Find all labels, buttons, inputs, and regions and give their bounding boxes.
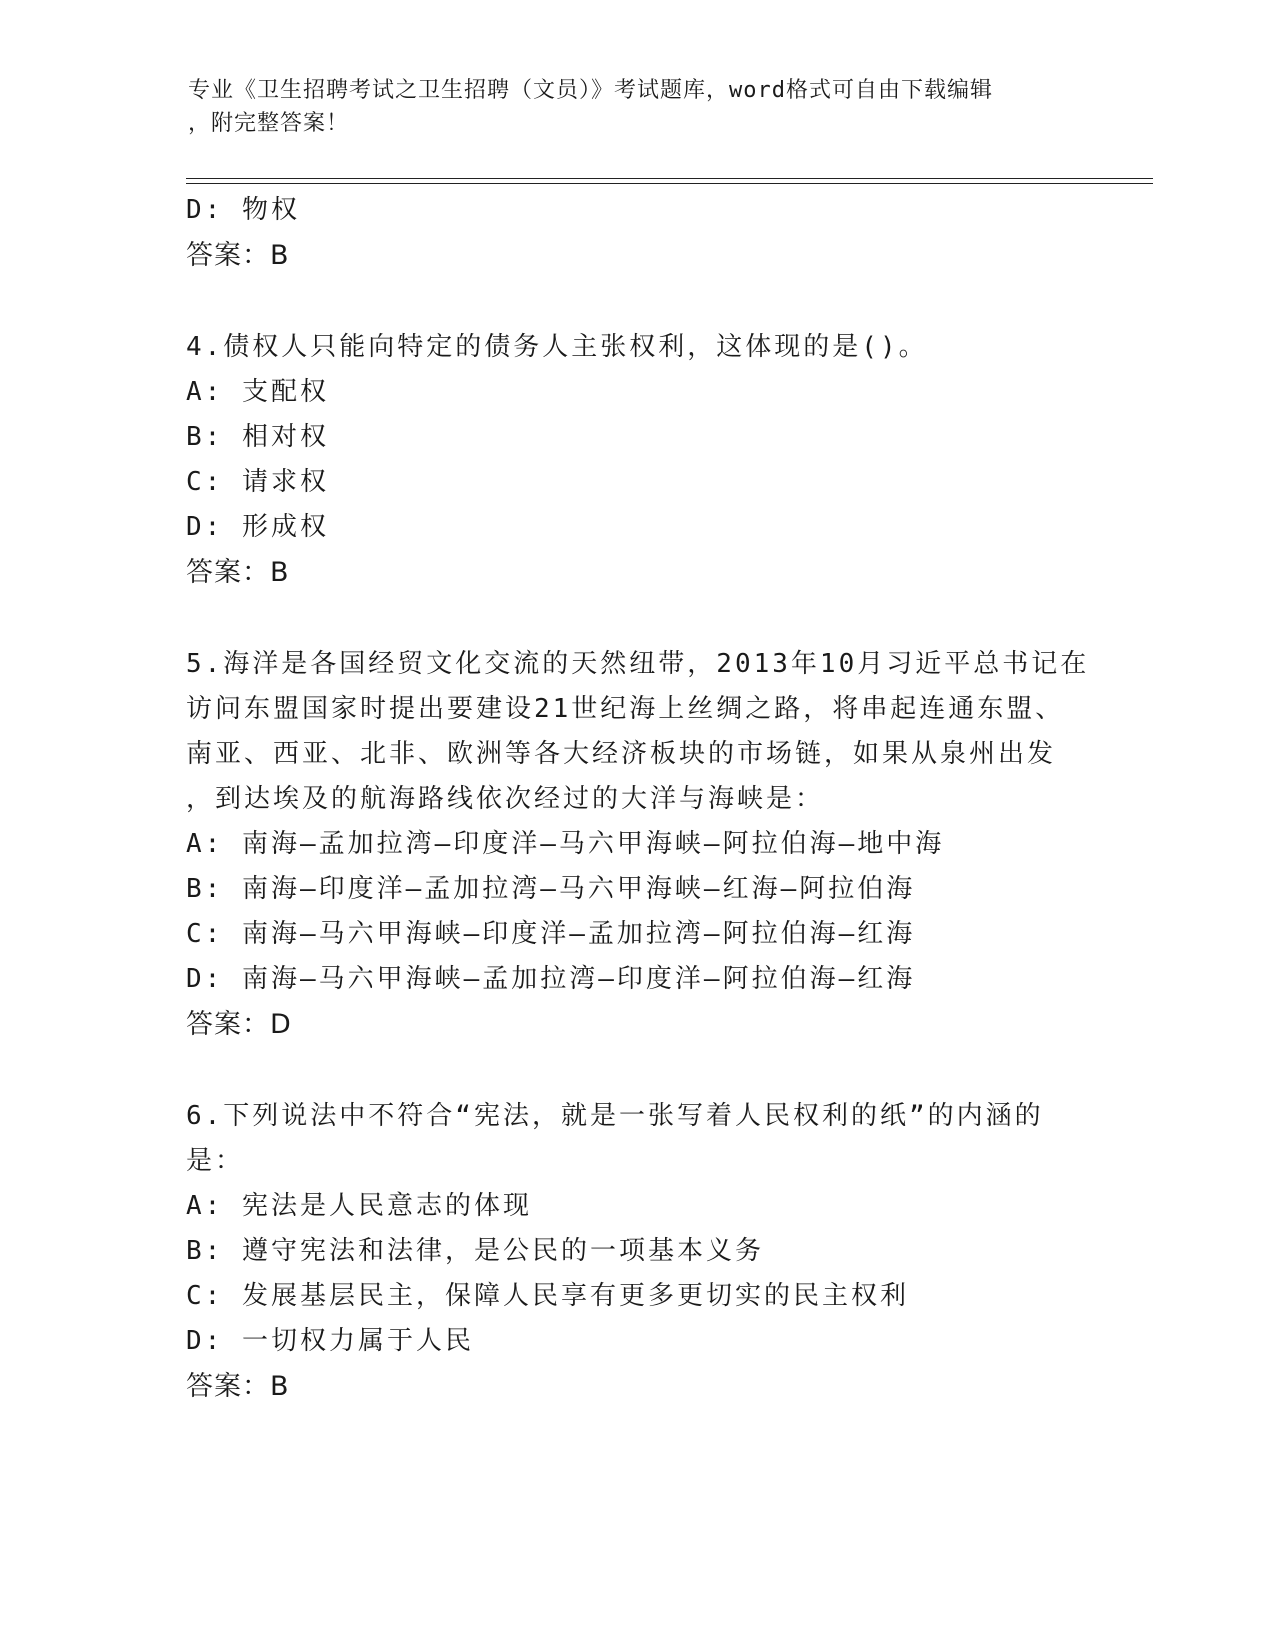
q6-question-line-1: 6.下列说法中不符合“宪法，就是一张写着人民权利的纸”的内涵的: [186, 1101, 1044, 1131]
header-line-1: 专业《卫生招聘考试之卫生招聘（文员）》考试题库，word格式可自由下载编辑: [188, 78, 993, 103]
header-divider-bottom: [186, 183, 1153, 184]
q5-question-line-4: ，到达埃及的航海路线依次经过的大洋与海峡是：: [186, 784, 825, 814]
q6-option-b: B: 遵守宪法和法律，是公民的一项基本义务: [186, 1236, 764, 1266]
q5-option-b: B: 南海—印度洋—孟加拉湾—马六甲海峡—红海—阿拉伯海: [186, 874, 916, 904]
q4-question: 4.债权人只能向特定的债务人主张权利，这体现的是()。: [186, 332, 928, 362]
q4-option-c: C: 请求权: [186, 467, 329, 497]
q5-option-a: A: 南海—孟加拉湾—印度洋—马六甲海峡—阿拉伯海—地中海: [186, 829, 945, 859]
q5-option-c: C: 南海—马六甲海峡—印度洋—孟加拉湾—阿拉伯海—红海: [186, 919, 916, 949]
spacer: [186, 278, 1086, 325]
spacer: [186, 1047, 1086, 1094]
q4-option-b: B: 相对权: [186, 422, 329, 452]
q6-question-line-2: 是：: [186, 1146, 245, 1176]
q4-option-d: D: 形成权: [186, 512, 329, 542]
q6-answer: 答案：B: [186, 1371, 290, 1402]
header-line-2: ，附完整答案！: [188, 111, 350, 136]
q6-option-a: A: 宪法是人民意志的体现: [186, 1191, 532, 1221]
q3-option-d: D: 物权: [186, 195, 300, 225]
q4-option-a: A: 支配权: [186, 377, 329, 407]
q6-option-d: D: 一切权力属于人民: [186, 1326, 474, 1356]
spacer: [186, 595, 1086, 642]
q6-option-c: C: 发展基层民主，保障人民享有更多更切实的民主权利: [186, 1281, 909, 1311]
q4-answer: 答案：B: [186, 557, 290, 588]
q5-answer: 答案：D: [186, 1009, 292, 1040]
q5-option-d: D: 南海—马六甲海峡—孟加拉湾—印度洋—阿拉伯海—红海: [186, 964, 916, 994]
q5-question-line-2: 访问东盟国家时提出要建设21世纪海上丝绸之路，将串起连通东盟、: [186, 694, 1065, 724]
q3-answer: 答案：B: [186, 240, 290, 271]
q5-question-line-3: 南亚、西亚、北非、欧洲等各大经济板块的市场链，如果从泉州出发: [186, 739, 1057, 769]
document-header: [188, 74, 1068, 140]
question-content: [186, 188, 1090, 1409]
header-divider-top: [186, 178, 1153, 179]
q5-question-line-1: 5.海洋是各国经贸文化交流的天然纽带，2013年10月习近平总书记在: [186, 649, 1090, 679]
